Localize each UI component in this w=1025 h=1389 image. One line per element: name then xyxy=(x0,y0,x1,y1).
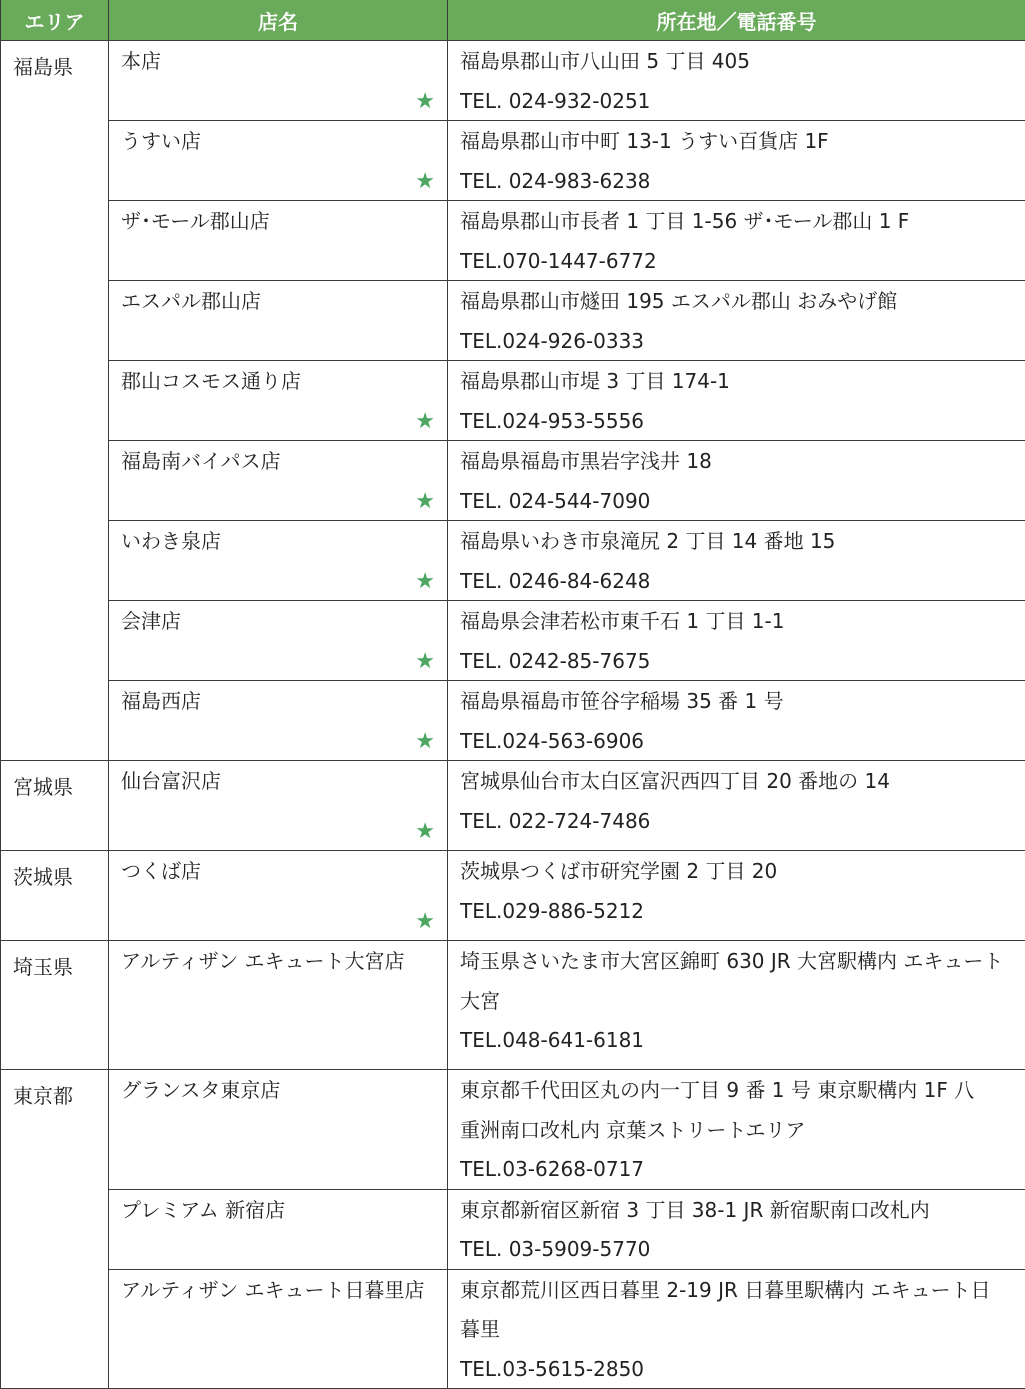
header-address: 所在地／電話番号 xyxy=(448,0,1025,41)
star-icon: ★ xyxy=(415,820,435,844)
table-row xyxy=(1,41,1025,121)
address-cell xyxy=(448,1269,1025,1389)
phone-number: TEL. 024-983-6238 xyxy=(460,161,1025,201)
store-name: グランスタ東京店 xyxy=(121,1070,447,1110)
address-cell xyxy=(448,41,1025,121)
address-line: 福島県福島市黒岩字浅井 18 xyxy=(460,441,1025,481)
phone-number: TEL.024-926-0333 xyxy=(460,321,1025,361)
address-line: 福島県郡山市八山田 5 丁目 405 xyxy=(460,41,1025,81)
store-name: ザ･モール郡山店 xyxy=(121,201,447,241)
phone-number: TEL.03-6268-0717 xyxy=(460,1149,1025,1189)
phone-number: TEL. 0242-85-7675 xyxy=(460,641,1025,681)
address-line: 福島県郡山市中町 13-1 うすい百貨店 1F xyxy=(460,121,1025,161)
address-line: 福島県会津若松市東千石 1 丁目 1-1 xyxy=(460,601,1025,641)
phone-number: TEL.070-1447-6772 xyxy=(460,241,1025,281)
store-name: 会津店 xyxy=(121,601,447,641)
store-cell xyxy=(109,121,448,201)
store-cell xyxy=(109,1070,448,1190)
phone-number: TEL.03-5615-2850 xyxy=(460,1349,1025,1389)
address-line: 福島県郡山市燧田 195 エスパル郡山 おみやげ館 xyxy=(460,281,1025,321)
store-name: 仙台富沢店 xyxy=(121,761,447,801)
table-row xyxy=(1,201,1025,281)
address-cell xyxy=(448,281,1025,361)
address-cell xyxy=(448,1070,1025,1190)
phone-number: TEL.029-886-5212 xyxy=(460,891,1025,931)
address-line: 暮里 xyxy=(460,1309,1025,1349)
phone-number: TEL. 024-544-7090 xyxy=(460,481,1025,521)
store-name: 福島南バイパス店 xyxy=(121,441,447,481)
table-body xyxy=(1,41,1025,1389)
star-icon: ★ xyxy=(415,730,435,754)
table-row xyxy=(1,361,1025,441)
area-cell: 埼玉県 xyxy=(1,941,109,1070)
table-row xyxy=(1,281,1025,361)
table-row xyxy=(1,1070,1025,1190)
table-row xyxy=(1,941,1025,1070)
table-row xyxy=(1,1189,1025,1269)
store-cell xyxy=(109,441,448,521)
area-cell: 福島県 xyxy=(1,41,109,761)
store-cell xyxy=(109,1269,448,1389)
table-row xyxy=(1,121,1025,201)
store-cell xyxy=(109,521,448,601)
header-area: エリア xyxy=(1,0,109,41)
address-cell xyxy=(448,941,1025,1070)
table-row xyxy=(1,681,1025,761)
address-line: 重洲南口改札内 京葉ストリートエリア xyxy=(460,1110,1025,1150)
phone-number: TEL. 0246-84-6248 xyxy=(460,561,1025,601)
store-cell xyxy=(109,761,448,851)
phone-number: TEL. 03-5909-5770 xyxy=(460,1229,1025,1269)
store-name: つくば店 xyxy=(121,851,447,891)
address-cell xyxy=(448,761,1025,851)
star-icon: ★ xyxy=(415,410,435,434)
address-cell xyxy=(448,851,1025,941)
table-row xyxy=(1,441,1025,521)
table-row xyxy=(1,521,1025,601)
phone-number: TEL.048-641-6181 xyxy=(460,1020,1025,1060)
store-name: アルティザン エキュート日暮里店 xyxy=(121,1270,447,1310)
store-cell xyxy=(109,41,448,121)
store-cell xyxy=(109,941,448,1070)
address-line: 福島県福島市笹谷字稲場 35 番 1 号 xyxy=(460,681,1025,721)
star-icon: ★ xyxy=(415,170,435,194)
address-cell xyxy=(448,1189,1025,1269)
star-icon: ★ xyxy=(415,90,435,114)
store-name: エスパル郡山店 xyxy=(121,281,447,321)
phone-number: TEL. 024-932-0251 xyxy=(460,81,1025,121)
address-line: 東京都新宿区新宿 3 丁目 38-1 JR 新宿駅南口改札内 xyxy=(460,1190,1025,1230)
address-cell xyxy=(448,681,1025,761)
phone-number: TEL. 022-724-7486 xyxy=(460,801,1025,841)
address-cell xyxy=(448,121,1025,201)
store-name: 郡山コスモス通り店 xyxy=(121,361,447,401)
area-cell: 東京都 xyxy=(1,1070,109,1389)
address-cell xyxy=(448,201,1025,281)
store-name: 本店 xyxy=(121,41,447,81)
address-line: 福島県郡山市長者 1 丁目 1-56 ザ･モール郡山 1 F xyxy=(460,201,1025,241)
table-row xyxy=(1,761,1025,851)
header-store: 店名 xyxy=(109,0,448,41)
store-name: 福島西店 xyxy=(121,681,447,721)
area-cell: 宮城県 xyxy=(1,761,109,851)
store-cell xyxy=(109,201,448,281)
address-line: 東京都千代田区丸の内一丁目 9 番 1 号 東京駅構内 1F 八 xyxy=(460,1070,1025,1110)
store-name: いわき泉店 xyxy=(121,521,447,561)
store-name: プレミアム 新宿店 xyxy=(121,1190,447,1230)
star-icon: ★ xyxy=(415,650,435,674)
store-cell xyxy=(109,281,448,361)
area-cell: 茨城県 xyxy=(1,851,109,941)
table-row xyxy=(1,851,1025,941)
store-cell xyxy=(109,681,448,761)
store-cell xyxy=(109,601,448,681)
star-icon: ★ xyxy=(415,910,435,934)
table-row xyxy=(1,601,1025,681)
address-cell xyxy=(448,601,1025,681)
address-line: 福島県いわき市泉滝尻 2 丁目 14 番地 15 xyxy=(460,521,1025,561)
star-icon: ★ xyxy=(415,570,435,594)
table-row xyxy=(1,1269,1025,1389)
phone-number: TEL.024-563-6906 xyxy=(460,721,1025,761)
address-cell xyxy=(448,521,1025,601)
address-cell xyxy=(448,361,1025,441)
store-cell xyxy=(109,851,448,941)
address-line: 大宮 xyxy=(460,981,1025,1021)
address-line: 東京都荒川区西日暮里 2-19 JR 日暮里駅構内 エキュート日 xyxy=(460,1270,1025,1310)
store-cell xyxy=(109,1189,448,1269)
store-name: うすい店 xyxy=(121,121,447,161)
address-cell xyxy=(448,441,1025,521)
address-line: 福島県郡山市堤 3 丁目 174-1 xyxy=(460,361,1025,401)
store-name: アルティザン エキュート大宮店 xyxy=(121,941,447,981)
table-header-row xyxy=(1,0,1025,41)
phone-number: TEL.024-953-5556 xyxy=(460,401,1025,441)
star-icon: ★ xyxy=(415,490,435,514)
address-line: 埼玉県さいたま市大宮区錦町 630 JR 大宮駅構内 エキュート xyxy=(460,941,1025,981)
store-cell xyxy=(109,361,448,441)
address-line: 宮城県仙台市太白区富沢西四丁目 20 番地の 14 xyxy=(460,761,1025,801)
address-line: 茨城県つくば市研究学園 2 丁目 20 xyxy=(460,851,1025,891)
